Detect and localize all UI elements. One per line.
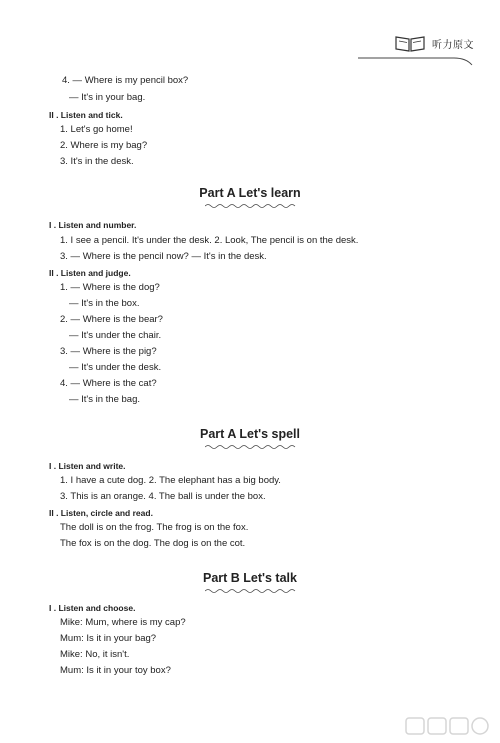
text-line: — It's under the chair. bbox=[69, 330, 162, 341]
text-line: — It's in the box. bbox=[69, 298, 140, 309]
text-line: Mum: Is it in your toy box? bbox=[60, 665, 171, 676]
title-wave-underline bbox=[205, 588, 297, 594]
section-heading: I . Listen and number. bbox=[49, 220, 137, 230]
text-line: 1. — Where is the dog? bbox=[60, 282, 160, 293]
section-heading: II . Listen and judge. bbox=[49, 268, 131, 278]
text-line: 1. I have a cute dog. 2. The elephant has a big body. bbox=[60, 475, 281, 486]
text-line: 4. — Where is the cat? bbox=[60, 378, 157, 389]
text-line: — It's in the bag. bbox=[69, 394, 140, 405]
text-line: Mike: Mum, where is my cap? bbox=[60, 617, 186, 628]
text-line: 1. I see a pencil. It's under the desk. 2. Look, The pencil is on the desk. bbox=[60, 235, 359, 246]
section-heading: I . Listen and choose. bbox=[49, 603, 136, 613]
title-wave-underline bbox=[205, 203, 297, 209]
text-line: Mum: Is it in your bag? bbox=[60, 633, 157, 644]
text-line: — It's in your bag. bbox=[69, 92, 146, 103]
part-title: Part A Let's spell bbox=[200, 427, 300, 441]
title-wave-underline bbox=[205, 444, 297, 450]
section-heading: II . Listen, circle and read. bbox=[49, 508, 153, 518]
text-line: 3. — Where is the pig? bbox=[60, 346, 157, 357]
part-title: Part A Let's learn bbox=[199, 186, 301, 200]
text-line: 4. — Where is my pencil box? bbox=[62, 75, 189, 86]
text-line: 3. This is an orange. 4. The ball is under the box. bbox=[60, 491, 266, 502]
text-line: 1. Let's go home! bbox=[60, 124, 133, 135]
text-line: The fox is on the dog. The dog is on the cot. bbox=[60, 538, 246, 549]
text-line: Mike: No, it isn't. bbox=[60, 649, 130, 660]
section-heading: I . Listen and write. bbox=[49, 461, 126, 471]
text-line: The doll is on the frog. The frog is on the fox. bbox=[60, 522, 249, 533]
header-title: 听力原文 bbox=[432, 39, 474, 51]
watermark-logo-icon bbox=[404, 715, 490, 737]
page-header bbox=[394, 34, 474, 52]
part-title: Part B Let's talk bbox=[203, 571, 297, 585]
text-line: — It's under the desk. bbox=[69, 362, 162, 373]
text-line: 3. It's in the desk. bbox=[60, 156, 134, 167]
text-line: 3. — Where is the pencil now? — It's in the desk. bbox=[60, 251, 267, 262]
text-line: 2. Where is my bag? bbox=[60, 140, 148, 151]
section-heading: II . Listen and tick. bbox=[49, 110, 123, 120]
open-book-icon bbox=[394, 34, 426, 52]
header-underline bbox=[358, 56, 474, 66]
text-line: 2. — Where is the bear? bbox=[60, 314, 163, 325]
